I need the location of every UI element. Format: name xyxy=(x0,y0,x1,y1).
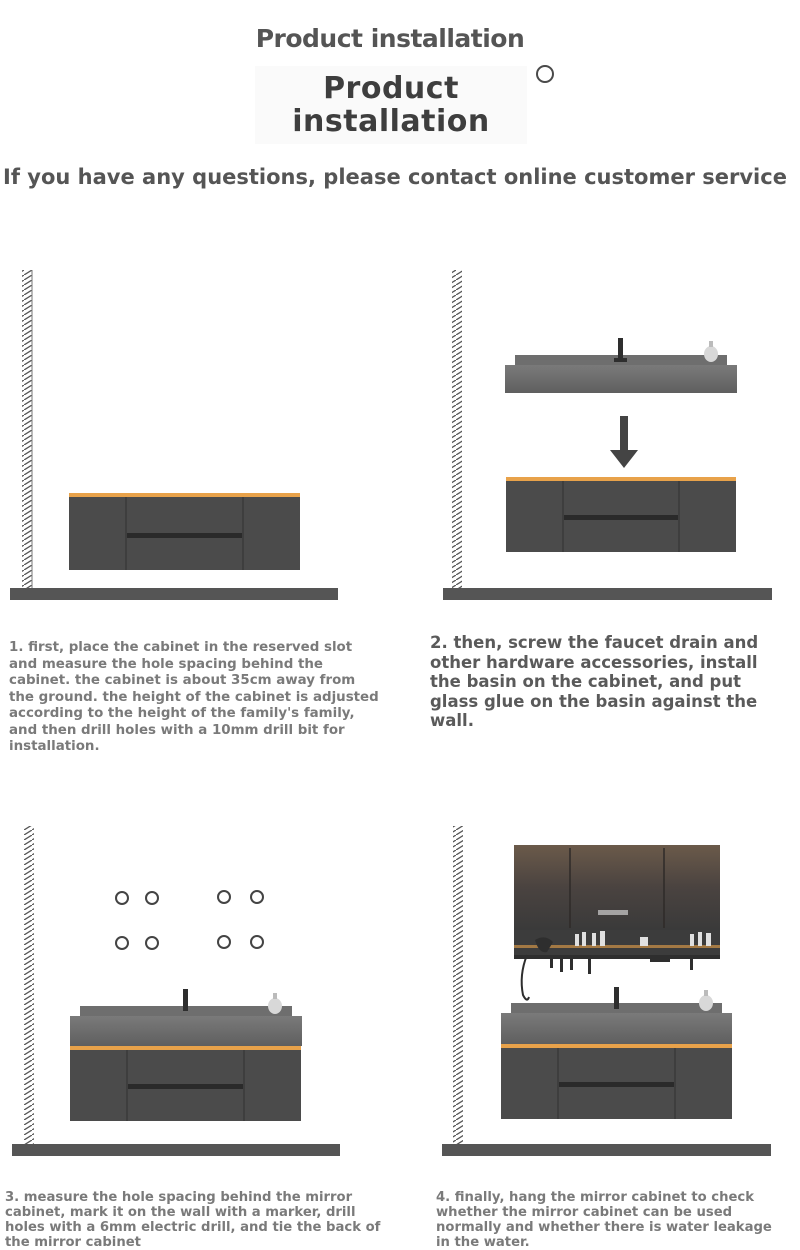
wall xyxy=(24,826,34,1148)
cabinet xyxy=(70,1046,301,1121)
shelf-bar xyxy=(514,955,720,959)
soap-bottle xyxy=(699,995,713,1011)
drill-hole-marks xyxy=(116,891,263,949)
step2-illustration xyxy=(443,270,772,600)
basin xyxy=(70,1016,302,1046)
step1-text: 1. first, place the cabinet in the reserved slot and measure the hole spacing behind the cabinet. the cabinet is about 35cm away from the ground. the height of the cabinet is adjusted according to the height of the family's family, and then drill holes with a 10mm drill bit for installation. xyxy=(9,640,379,754)
wall xyxy=(452,270,462,592)
soap-bottle xyxy=(704,346,718,362)
step1-illustration xyxy=(10,270,338,600)
faucet xyxy=(183,989,188,1011)
contact-text: If you have any questions, please contact online customer service xyxy=(3,165,787,189)
floor xyxy=(10,588,338,600)
soap-bottle xyxy=(268,998,282,1014)
mirror-cabinet xyxy=(514,845,720,930)
floor xyxy=(442,1144,771,1156)
cabinet xyxy=(501,1044,732,1119)
step4-illustration xyxy=(442,826,771,1156)
floor xyxy=(443,588,772,600)
main-title-line2: installation xyxy=(292,104,490,139)
main-title-line1: Product xyxy=(323,71,459,106)
faucet xyxy=(618,338,623,360)
top-title: Product installation xyxy=(255,24,525,53)
basin xyxy=(505,365,737,393)
wall xyxy=(453,826,463,1148)
hanging-accessories xyxy=(550,958,693,974)
cabinet xyxy=(69,494,300,570)
basin xyxy=(501,1013,732,1044)
down-arrow xyxy=(620,416,628,450)
step2-text: 2. then, screw the faucet drain and other hardware accessories, install the basin on the cabinet, and put glass glue on the basin against the wall. xyxy=(430,633,759,730)
step3-illustration xyxy=(12,826,340,1156)
faucet xyxy=(614,987,619,1009)
wall xyxy=(22,270,32,592)
step4-text: 4. finally, hang the mirror cabinet to check whether the mirror cabinet can be used normally and whether there is water leakage in the water. xyxy=(436,1190,772,1250)
step3-text: 3. measure the hole spacing behind the mirror cabinet, mark it on the wall with a marker, drill holes with a 6mm electric drill, and tie the back of the mirror cabinet xyxy=(5,1190,381,1250)
floor xyxy=(12,1144,340,1156)
